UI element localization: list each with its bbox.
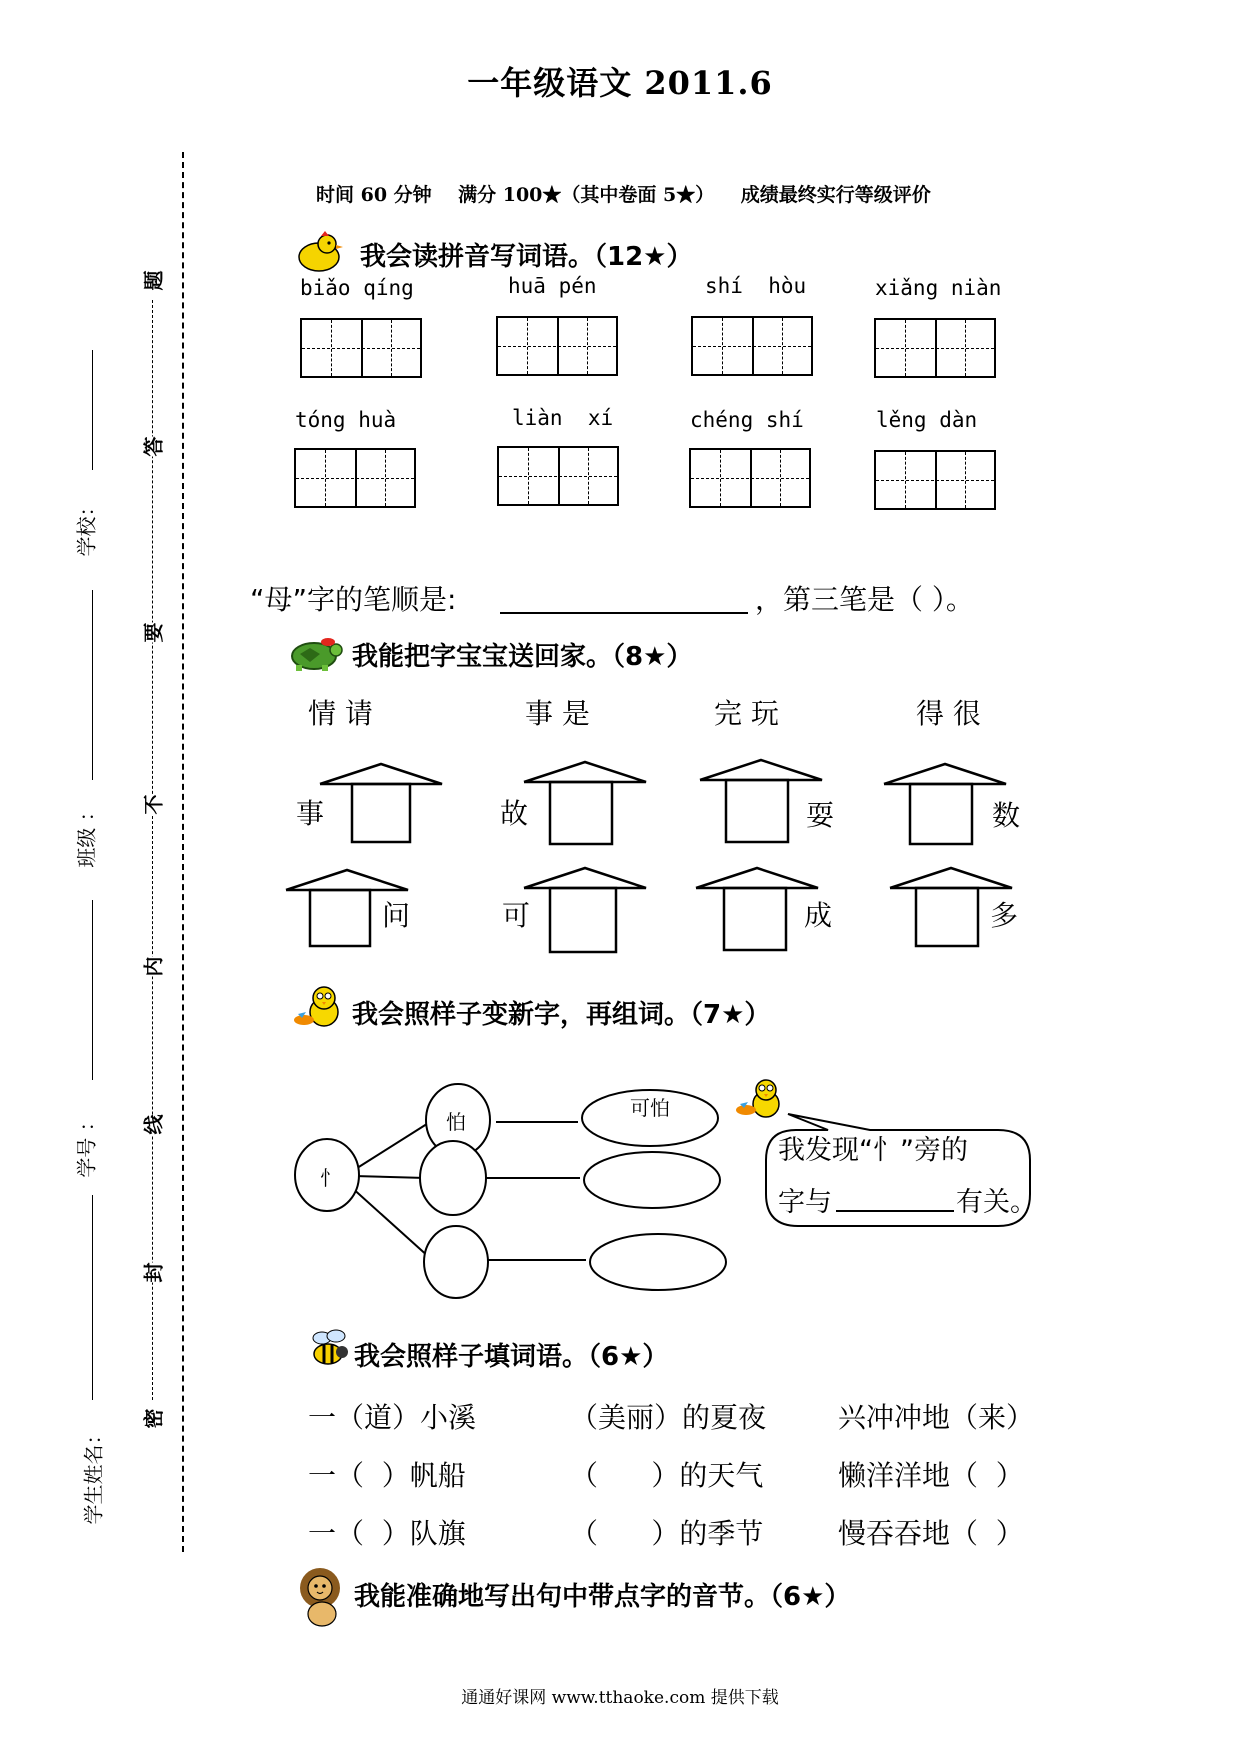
class-line <box>92 590 93 780</box>
fill-item[interactable]: （ ）的天气 <box>570 1459 764 1492</box>
writing-grid[interactable] <box>496 316 618 376</box>
house-char: 成 <box>804 899 833 932</box>
pinyin: xiǎng niàn <box>875 276 1002 300</box>
fill-item[interactable]: 一（ ）队旗 <box>308 1517 466 1550</box>
example-word: 可怕 <box>630 1096 670 1120</box>
pinyin: tóng huà <box>295 408 397 432</box>
example-char: 怕 <box>446 1110 466 1134</box>
pinyin: huā pén <box>508 274 597 298</box>
fill-item: 一（道）小溪 <box>308 1401 477 1434</box>
third-stroke-question: ，第三笔是（ ）。 <box>755 583 974 616</box>
seal-char: 线 <box>138 1115 167 1135</box>
seal-char: 不 <box>138 795 167 815</box>
stroke-order-answer-line[interactable] <box>500 612 748 614</box>
house-char: 耍 <box>806 799 835 832</box>
seal-char: 要 <box>138 623 167 643</box>
char-pair: 得 很 <box>916 697 981 730</box>
bee-icon <box>302 1326 350 1372</box>
seal-char: 封 <box>138 1263 167 1283</box>
pinyin: chéng shí <box>690 408 804 432</box>
writing-grid[interactable] <box>874 450 996 510</box>
page-title: 一年级语文 2011.6 <box>467 64 773 102</box>
section2-title: 我能把字宝宝送回家。（8★） <box>352 642 693 672</box>
seal-char: 题 <box>138 271 167 291</box>
seal-char: 密 <box>138 1409 167 1429</box>
house-char: 可 <box>502 899 531 932</box>
char-house[interactable] <box>522 760 648 846</box>
writing-grid[interactable] <box>300 318 422 378</box>
seal-char: 内 <box>138 957 167 977</box>
char-house[interactable] <box>882 762 1008 846</box>
school-line <box>92 350 93 470</box>
fill-item: 兴冲冲地（来） <box>838 1401 1035 1434</box>
char-house[interactable] <box>522 866 648 954</box>
lion-icon <box>294 1566 350 1628</box>
fill-item[interactable]: （ ）的季节 <box>570 1517 764 1550</box>
house-char: 故 <box>500 797 529 830</box>
bubble-text-1: 我发现“忄”旁的 <box>778 1135 968 1166</box>
writing-grid[interactable] <box>691 316 813 376</box>
bird-icon <box>292 982 348 1030</box>
school-label: 学校： <box>74 496 99 557</box>
char-house[interactable] <box>694 866 820 952</box>
house-char: 多 <box>990 899 1019 932</box>
char-house[interactable] <box>318 762 444 844</box>
house-char: 数 <box>992 799 1021 832</box>
house-char: 事 <box>296 797 325 830</box>
name-label: 学生姓名： <box>81 1424 106 1525</box>
fill-item[interactable]: 懒洋洋地（ ） <box>838 1459 1024 1492</box>
fill-item[interactable]: 一（ ）帆船 <box>308 1459 466 1492</box>
seal-char: 答 <box>138 437 167 457</box>
seal-dashed-line <box>152 300 153 1400</box>
writing-grid[interactable] <box>497 446 619 506</box>
house-char: 问 <box>382 899 411 932</box>
pinyin: shí hòu <box>705 274 807 298</box>
char-pair: 完 玩 <box>714 697 779 730</box>
fill-item[interactable]: 慢吞吞地（ ） <box>838 1517 1024 1550</box>
turtle-icon <box>288 632 344 672</box>
number-label: 学号 ： <box>74 1111 99 1178</box>
number-line <box>92 900 93 1080</box>
bubble-text-2a: 字与 <box>778 1187 832 1218</box>
writing-grid[interactable] <box>689 448 811 508</box>
char-pair: 事 是 <box>525 697 590 730</box>
root-radical: 忄 <box>320 1166 340 1190</box>
char-pair: 情 请 <box>308 697 373 730</box>
bubble-text-2b: 有关。 <box>956 1187 1037 1218</box>
binding-dashed-line <box>182 152 184 1552</box>
exam-info: 时间 60 分钟 满分 100★（其中卷面 5★） 成绩最终实行等级评价 <box>316 184 931 206</box>
radical-diagram <box>290 1050 760 1320</box>
section1-title: 我会读拼音写词语。（12★） <box>360 242 693 272</box>
pinyin: biǎo qíng <box>300 276 414 300</box>
section4-title: 我会照样子填词语。（6★） <box>354 1342 669 1372</box>
pinyin: lěng dàn <box>876 408 978 432</box>
pinyin: liàn xí <box>512 406 614 430</box>
fill-item: （美丽）的夏夜 <box>570 1401 767 1434</box>
writing-grid[interactable] <box>874 318 996 378</box>
writing-grid[interactable] <box>294 448 416 508</box>
section5-title: 我能准确地写出句中带点字的音节。（6★） <box>354 1582 851 1612</box>
footer-text: 通通好课网 www.tthaoke.com 提供下载 <box>461 1688 779 1708</box>
class-label: 班级 ： <box>74 801 99 868</box>
bubble-answer-line[interactable] <box>836 1210 954 1212</box>
chick-icon <box>294 230 344 274</box>
stroke-order-question: “母”字的笔顺是: <box>250 583 457 616</box>
name-line <box>92 1195 93 1400</box>
section3-title: 我会照样子变新字，再组词。（7★） <box>352 1000 771 1030</box>
